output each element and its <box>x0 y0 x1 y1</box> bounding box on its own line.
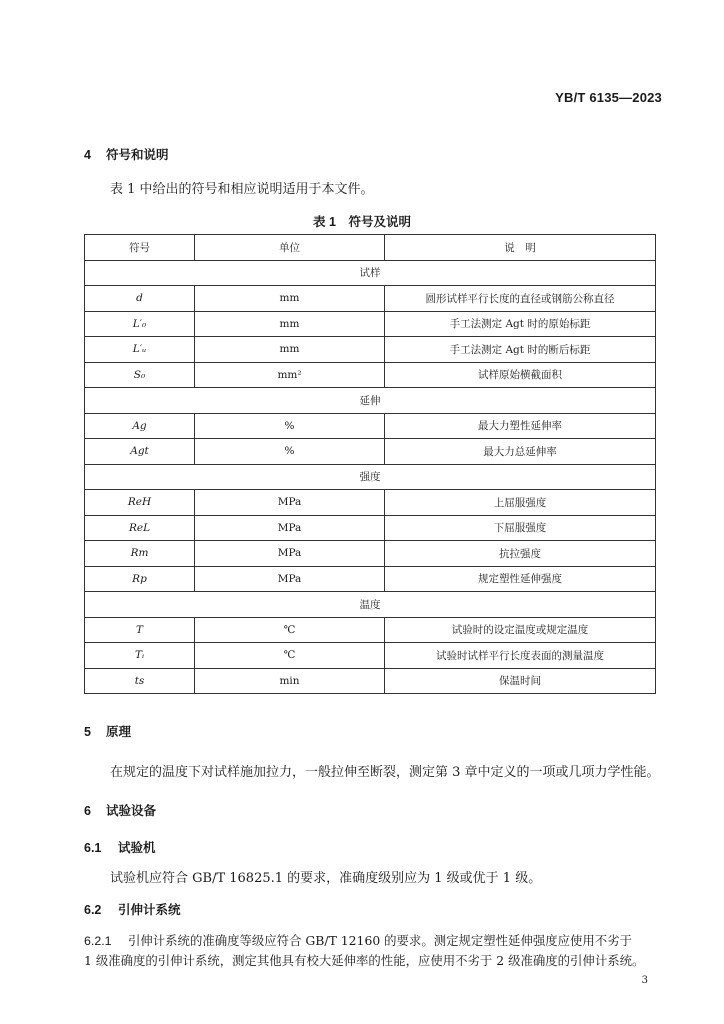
group-label: 温度 <box>85 592 656 618</box>
section-6-2-1-line1 <box>84 930 632 952</box>
table-row <box>85 362 656 388</box>
column-header: 符号 <box>85 235 195 261</box>
description-cell: 最大力塑性延伸率 <box>385 413 656 439</box>
symbol-cell: S₀ <box>85 362 195 388</box>
table-title: 表 1 符号及说明 <box>313 215 411 229</box>
unit-cell: mm² <box>195 362 385 388</box>
section-4-heading <box>84 145 169 163</box>
description-cell: 保温时间 <box>385 668 656 694</box>
table-header-row <box>85 235 656 261</box>
symbol-cell: ts <box>85 668 195 694</box>
section-title: 原理 <box>106 725 132 739</box>
description-cell: 圆形试样平行长度的直径或钢筋公称直径 <box>385 286 656 312</box>
unit-cell: MPa <box>195 566 385 592</box>
description-cell: 试样原始横截面积 <box>385 362 656 388</box>
symbol-cell: Agt <box>85 439 195 465</box>
description-cell: 手工法测定 Agt 时的原始标距 <box>385 311 656 337</box>
document-code: YB/T 6135—2023 <box>555 90 662 105</box>
symbol-cell: Rm <box>85 541 195 567</box>
table-group-row <box>85 464 656 490</box>
unit-cell: ℃ <box>195 643 385 669</box>
table-body <box>85 260 656 694</box>
section-number: 6.2.1 <box>84 934 112 948</box>
section-title: 试验机 <box>118 841 156 855</box>
description-cell: 抗拉强度 <box>385 541 656 567</box>
section-number: 4 <box>84 148 91 162</box>
section-number: 6.1 <box>84 841 102 855</box>
unit-cell: MPa <box>195 541 385 567</box>
column-header: 说 明 <box>385 235 656 261</box>
symbol-cell: L′ᵤ <box>85 337 195 363</box>
section-number: 6.2 <box>84 903 102 917</box>
unit-cell: mm <box>195 311 385 337</box>
table-row <box>85 668 656 694</box>
symbol-cell: d <box>85 286 195 312</box>
table-group-row <box>85 388 656 414</box>
section-6-1-heading <box>84 838 156 856</box>
column-header: 单位 <box>195 235 385 261</box>
group-label: 延伸 <box>85 388 656 414</box>
section-title: 符号和说明 <box>106 148 169 162</box>
description-cell: 上屈服强度 <box>385 490 656 516</box>
symbol-cell: ReL <box>85 515 195 541</box>
symbol-table <box>84 234 656 694</box>
symbol-cell: T <box>85 617 195 643</box>
description-cell: 试验时的设定温度或规定温度 <box>385 617 656 643</box>
table-row <box>85 643 656 669</box>
symbol-cell: Ag <box>85 413 195 439</box>
table-group-row <box>85 592 656 618</box>
description-cell: 最大力总延伸率 <box>385 439 656 465</box>
table-row <box>85 337 656 363</box>
table-row <box>85 566 656 592</box>
unit-cell: mm <box>195 286 385 312</box>
description-cell: 试验时试样平行长度表面的测量温度 <box>385 643 656 669</box>
unit-cell: % <box>195 439 385 465</box>
unit-cell: MPa <box>195 515 385 541</box>
description-cell: 规定塑性延伸强度 <box>385 566 656 592</box>
section-title: 引伸计系统 <box>118 903 181 917</box>
table-group-row <box>85 260 656 286</box>
section-title: 试验设备 <box>106 804 157 818</box>
group-label: 试样 <box>85 260 656 286</box>
section-4-intro: 表 1 中给出的符号和相应说明适用于本文件。 <box>110 182 374 197</box>
table-row <box>85 286 656 312</box>
symbol-cell: L′₀ <box>85 311 195 337</box>
section-number: 6 <box>84 804 91 818</box>
section-6-2-1-line2: 1 级准确度的引伸计系统，测定其他具有校大延伸率的性能，应使用不劣于 2 级准确度的引伸计系统。 <box>84 953 645 968</box>
section-5-heading <box>84 722 131 740</box>
unit-cell: min <box>195 668 385 694</box>
table-row <box>85 515 656 541</box>
table-row <box>85 617 656 643</box>
section-6-heading <box>84 801 156 819</box>
section-5-text: 在规定的温度下对试样施加拉力，一般拉伸至断裂，测定第 3 章中定义的一项或几项力学性能。 <box>110 765 660 780</box>
section-6-2-heading <box>84 900 181 918</box>
table-row <box>85 490 656 516</box>
description-cell: 下屈服强度 <box>385 515 656 541</box>
unit-cell: ℃ <box>195 617 385 643</box>
page-number: 3 <box>641 975 648 986</box>
symbol-cell: Rp <box>85 566 195 592</box>
symbol-cell: ReH <box>85 490 195 516</box>
description-cell: 手工法测定 Agt 时的断后标距 <box>385 337 656 363</box>
table-row <box>85 413 656 439</box>
unit-cell: mm <box>195 337 385 363</box>
group-label: 强度 <box>85 464 656 490</box>
section-6-1-text: 试验机应符合 GB/T 16825.1 的要求，准确度级别应为 1 级或优于 1 级。 <box>110 871 542 886</box>
table-row <box>85 541 656 567</box>
symbol-cell: Tᵢ <box>85 643 195 669</box>
paragraph-text: 引伸计系统的准确度等级应符合 GB/T 12160 的要求。测定规定塑性延伸强度应使用不劣于 <box>128 933 632 948</box>
unit-cell: MPa <box>195 490 385 516</box>
table-row <box>85 439 656 465</box>
table-row <box>85 311 656 337</box>
unit-cell: % <box>195 413 385 439</box>
section-number: 5 <box>84 725 91 739</box>
